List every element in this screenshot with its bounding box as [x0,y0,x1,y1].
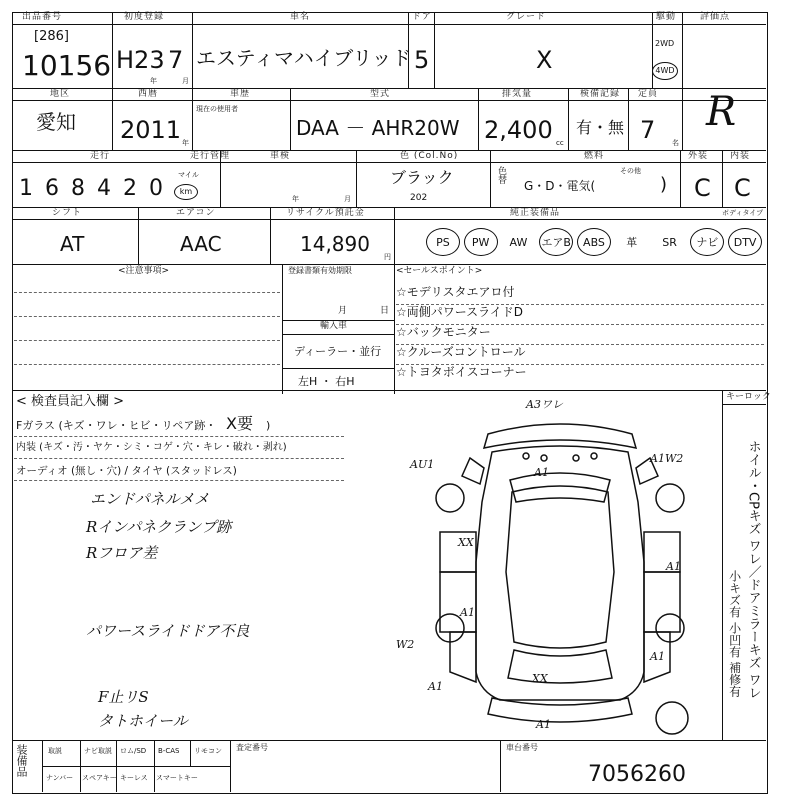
divider [652,12,653,88]
year-unit: 年 [182,139,189,147]
shift: AT [60,232,85,256]
divider [14,316,280,317]
handwritten-note: F止リS [98,688,149,706]
divider [270,207,271,264]
exterior-label: 外装 [688,151,709,161]
mileage-digit: 0 [149,176,163,201]
capacity-label: 定員 [638,89,659,99]
keylock-label: キーロック [726,392,771,402]
divider [12,150,766,151]
chassis-sub-label: 現在の使用者 [196,105,238,113]
divider [112,12,113,88]
mileage-digit: 1 [19,176,33,201]
reg-month: 月 [338,306,348,316]
divider [682,12,683,150]
fuel-other: その他 [620,167,641,175]
divider [12,390,766,391]
damage-mark: W2 [396,638,415,651]
divider [192,12,193,88]
color-label: 色 (Col.No) [400,151,459,161]
divider [500,740,501,792]
score-label: 評価点 [700,12,731,22]
footer-item: 取説 [48,747,62,755]
score: R [706,89,737,135]
footer-item: スマートキー [156,774,198,782]
footer-item: リモコン [194,747,222,755]
import-label: 輸入車 [320,321,348,331]
interior-grade: C [734,174,751,202]
divider [12,207,766,208]
mileage-km-circle [174,184,198,200]
door-label: ドア [412,12,432,22]
damage-mark: A1 [460,606,475,619]
car-name: エスティマハイブリッド [196,46,412,70]
equipment-item: DTV [728,228,762,256]
equipment-label: 純正装備品 [510,208,561,218]
divider [282,334,394,335]
handwritten-note: パワースライドドア不良 [86,622,250,640]
interior-label: 内装 [730,151,751,161]
divider [14,340,280,341]
mileage-km: km [179,187,193,196]
area: 愛知 [36,110,76,134]
divider [80,740,81,792]
equipment-item: PW [464,228,498,256]
recycle-label: リサイクル預託金 [286,208,365,218]
footer-item: キーレス [120,774,148,782]
divider [568,88,569,150]
divider [14,364,280,365]
mileage-mile: マイル [178,171,199,179]
grade: X [536,46,553,74]
divider [138,207,139,264]
divider [282,264,283,394]
sales-point: ☆クルーズコントロール [396,345,526,359]
footer-equipment-label: 装備品 [15,744,28,777]
year-label: 西暦 [138,89,159,99]
car-number-label: 車台番号 [506,743,538,752]
mileage-digit: 4 [97,176,111,201]
inspection-number-label: 査定番号 [236,743,268,752]
handwritten-note: タトホイール [98,712,188,730]
fuel: G・D・電気( [524,179,596,193]
shaken-month-unit: 月 [344,195,351,203]
inspection-record-label: 検備記録 [580,89,621,99]
lot-label: 出品番号 [22,12,63,22]
sales-point: ☆モデリスタエアロ付 [396,285,515,299]
footer-item: ナンバー [46,774,74,782]
displacement-value: 2,400 [484,116,553,144]
divider [722,404,766,405]
door-count: 5 [414,46,430,74]
sales-points-list [396,283,766,383]
divider [290,88,291,150]
divider [722,390,723,740]
damage-mark: A1W2 [650,452,684,465]
divider [112,88,113,150]
capacity-value: 7 [640,116,656,144]
sales-points-label: <セールスポイント> [396,266,483,276]
mileage-type-label: 走行管理 [190,151,231,161]
equipment-item: ナビ [690,228,724,256]
lot-number: 10156 [22,49,112,82]
fglass-mark: X要 [226,414,253,433]
damage-legend: 小キズ有 小凹有 補修有 [727,570,742,698]
bodytype-label: ボディタイプ [722,209,764,217]
divider [722,150,723,207]
mileage-digits [16,176,166,201]
steering-side: 左H ・ 右H [298,375,355,388]
inspector-title: < 検査員記入欄 > [16,394,125,409]
chassis-label: 車歴 [230,89,251,99]
divider [14,436,344,437]
divider [680,150,681,207]
equipment-item: ABS [577,228,611,256]
divider [356,150,357,207]
divider [154,740,155,792]
handwritten-note: Rインパネクランプ跡 [86,518,232,536]
damage-mark: A1 [428,680,443,693]
handwritten-note: エンドパネルメメ [90,490,210,508]
divider [116,740,117,792]
divider [14,292,280,293]
equipment-list [424,228,764,258]
dealer-parallel: ディーラー・並行 [294,345,382,358]
year-value: 2011 [120,116,182,144]
divider [394,207,395,264]
color-change-label: 色替 [496,166,506,184]
recycle-value: 14,890 [300,232,370,256]
fuel-label: 燃料 [584,151,605,161]
audio-tire-line: オーディオ (無し・穴) / タイヤ (スタッドレス) [16,465,237,477]
mileage-label: 走行 [90,151,111,161]
drive-2wd: 2WD [655,39,675,48]
aircon-label: エアコン [176,208,216,218]
sales-point: ☆バックモニター [396,325,491,339]
shaken-year-unit: 年 [292,195,299,203]
model-label: 型式 [370,89,391,99]
inspection-record: 有・無 [576,118,625,137]
wheel-mirror-legend: ホイル・CPキズ ワレ／ドアミラーキズ ワレ [745,440,761,700]
shift-label: シフト [52,208,83,218]
drive-4wd-circle [652,62,678,80]
drive-4wd: 4WD [655,66,675,75]
area-label: 地区 [50,89,71,99]
handwritten-note: Rフロア差 [86,544,158,562]
divider [190,740,191,766]
mileage-digit: 2 [123,176,137,201]
divider [628,88,629,150]
sales-point: ☆トヨタボイスコーナー [396,365,527,379]
lot-area-code: [286] [34,29,69,44]
recycle-unit: 円 [384,253,391,261]
first-reg-era-year: H23 [116,46,165,74]
footer-item: スペアキー [82,774,117,782]
color-code: 202 [410,193,428,203]
damage-mark: A1 [534,466,549,479]
fglass-line: Fガラス (キズ・ワレ・ヒビ・リペア跡・ [16,419,217,432]
divider [282,368,394,369]
damage-mark: A1 [666,560,681,573]
divider [434,12,435,88]
fuel-close: ) [660,174,668,195]
divider [192,88,193,150]
footer-item: B-CAS [158,747,180,755]
damage-mark: A1 [650,650,665,663]
caution-label: <注意事項> [118,266,170,276]
equipment-item: PS [426,228,460,256]
equipment-item: 革 [626,236,638,249]
color-name: ブラック [390,168,454,187]
interior-line: 内装 (キズ・汚・ヤケ・シミ・コゲ・穴・キレ・破れ・剥れ) [16,442,287,453]
sales-point: ☆両側パワースライドD [396,305,524,319]
divider [394,264,395,394]
first-reg-label: 初度登録 [124,12,165,22]
reg-day: 日 [380,306,390,316]
damage-mark: A1 [536,718,551,731]
displacement-unit: cc [556,139,564,147]
damage-mark: XX [458,536,474,549]
car-name-label: 車名 [290,12,311,22]
equipment-item: SR [662,235,677,249]
footer-item: ロム/SD [120,747,147,755]
divider [12,219,766,220]
divider [12,740,766,741]
capacity-unit: 名 [672,139,679,147]
car-number: 7056260 [588,762,686,787]
equipment-item: エアB [539,228,573,256]
divider [42,766,230,767]
divider [490,150,491,207]
grade-label: グレード [506,12,547,22]
fglass-close: ) [266,419,271,432]
divider [12,264,766,265]
divider [230,740,231,792]
divider [12,100,766,101]
divider [14,480,344,481]
model: DAA － AHR20W [296,116,460,140]
reg-deadline-label: 登録書類有効期限 [288,266,352,275]
divider [478,88,479,150]
equipment-item: AW [509,235,528,249]
divider [14,458,344,459]
exterior-grade: C [694,174,711,202]
first-reg-year-unit: 年 [150,77,157,85]
first-reg-month: 7 [168,46,184,74]
damage-mark: XX [532,672,548,685]
drive-label: 駆動 [656,12,677,22]
damage-mark: AU1 [410,458,435,471]
aircon: AAC [180,232,222,256]
shaken-label: 車検 [270,151,291,161]
divider [12,162,766,163]
car-damage-diagram [396,392,722,738]
displacement-label: 排気量 [502,89,533,99]
mileage-digit: 8 [71,176,85,201]
mileage-digit: 6 [45,176,59,201]
first-reg-month-unit: 月 [182,77,189,85]
footer-item: ナビ取説 [84,747,112,755]
damage-mark: A3ワレ [526,398,563,411]
